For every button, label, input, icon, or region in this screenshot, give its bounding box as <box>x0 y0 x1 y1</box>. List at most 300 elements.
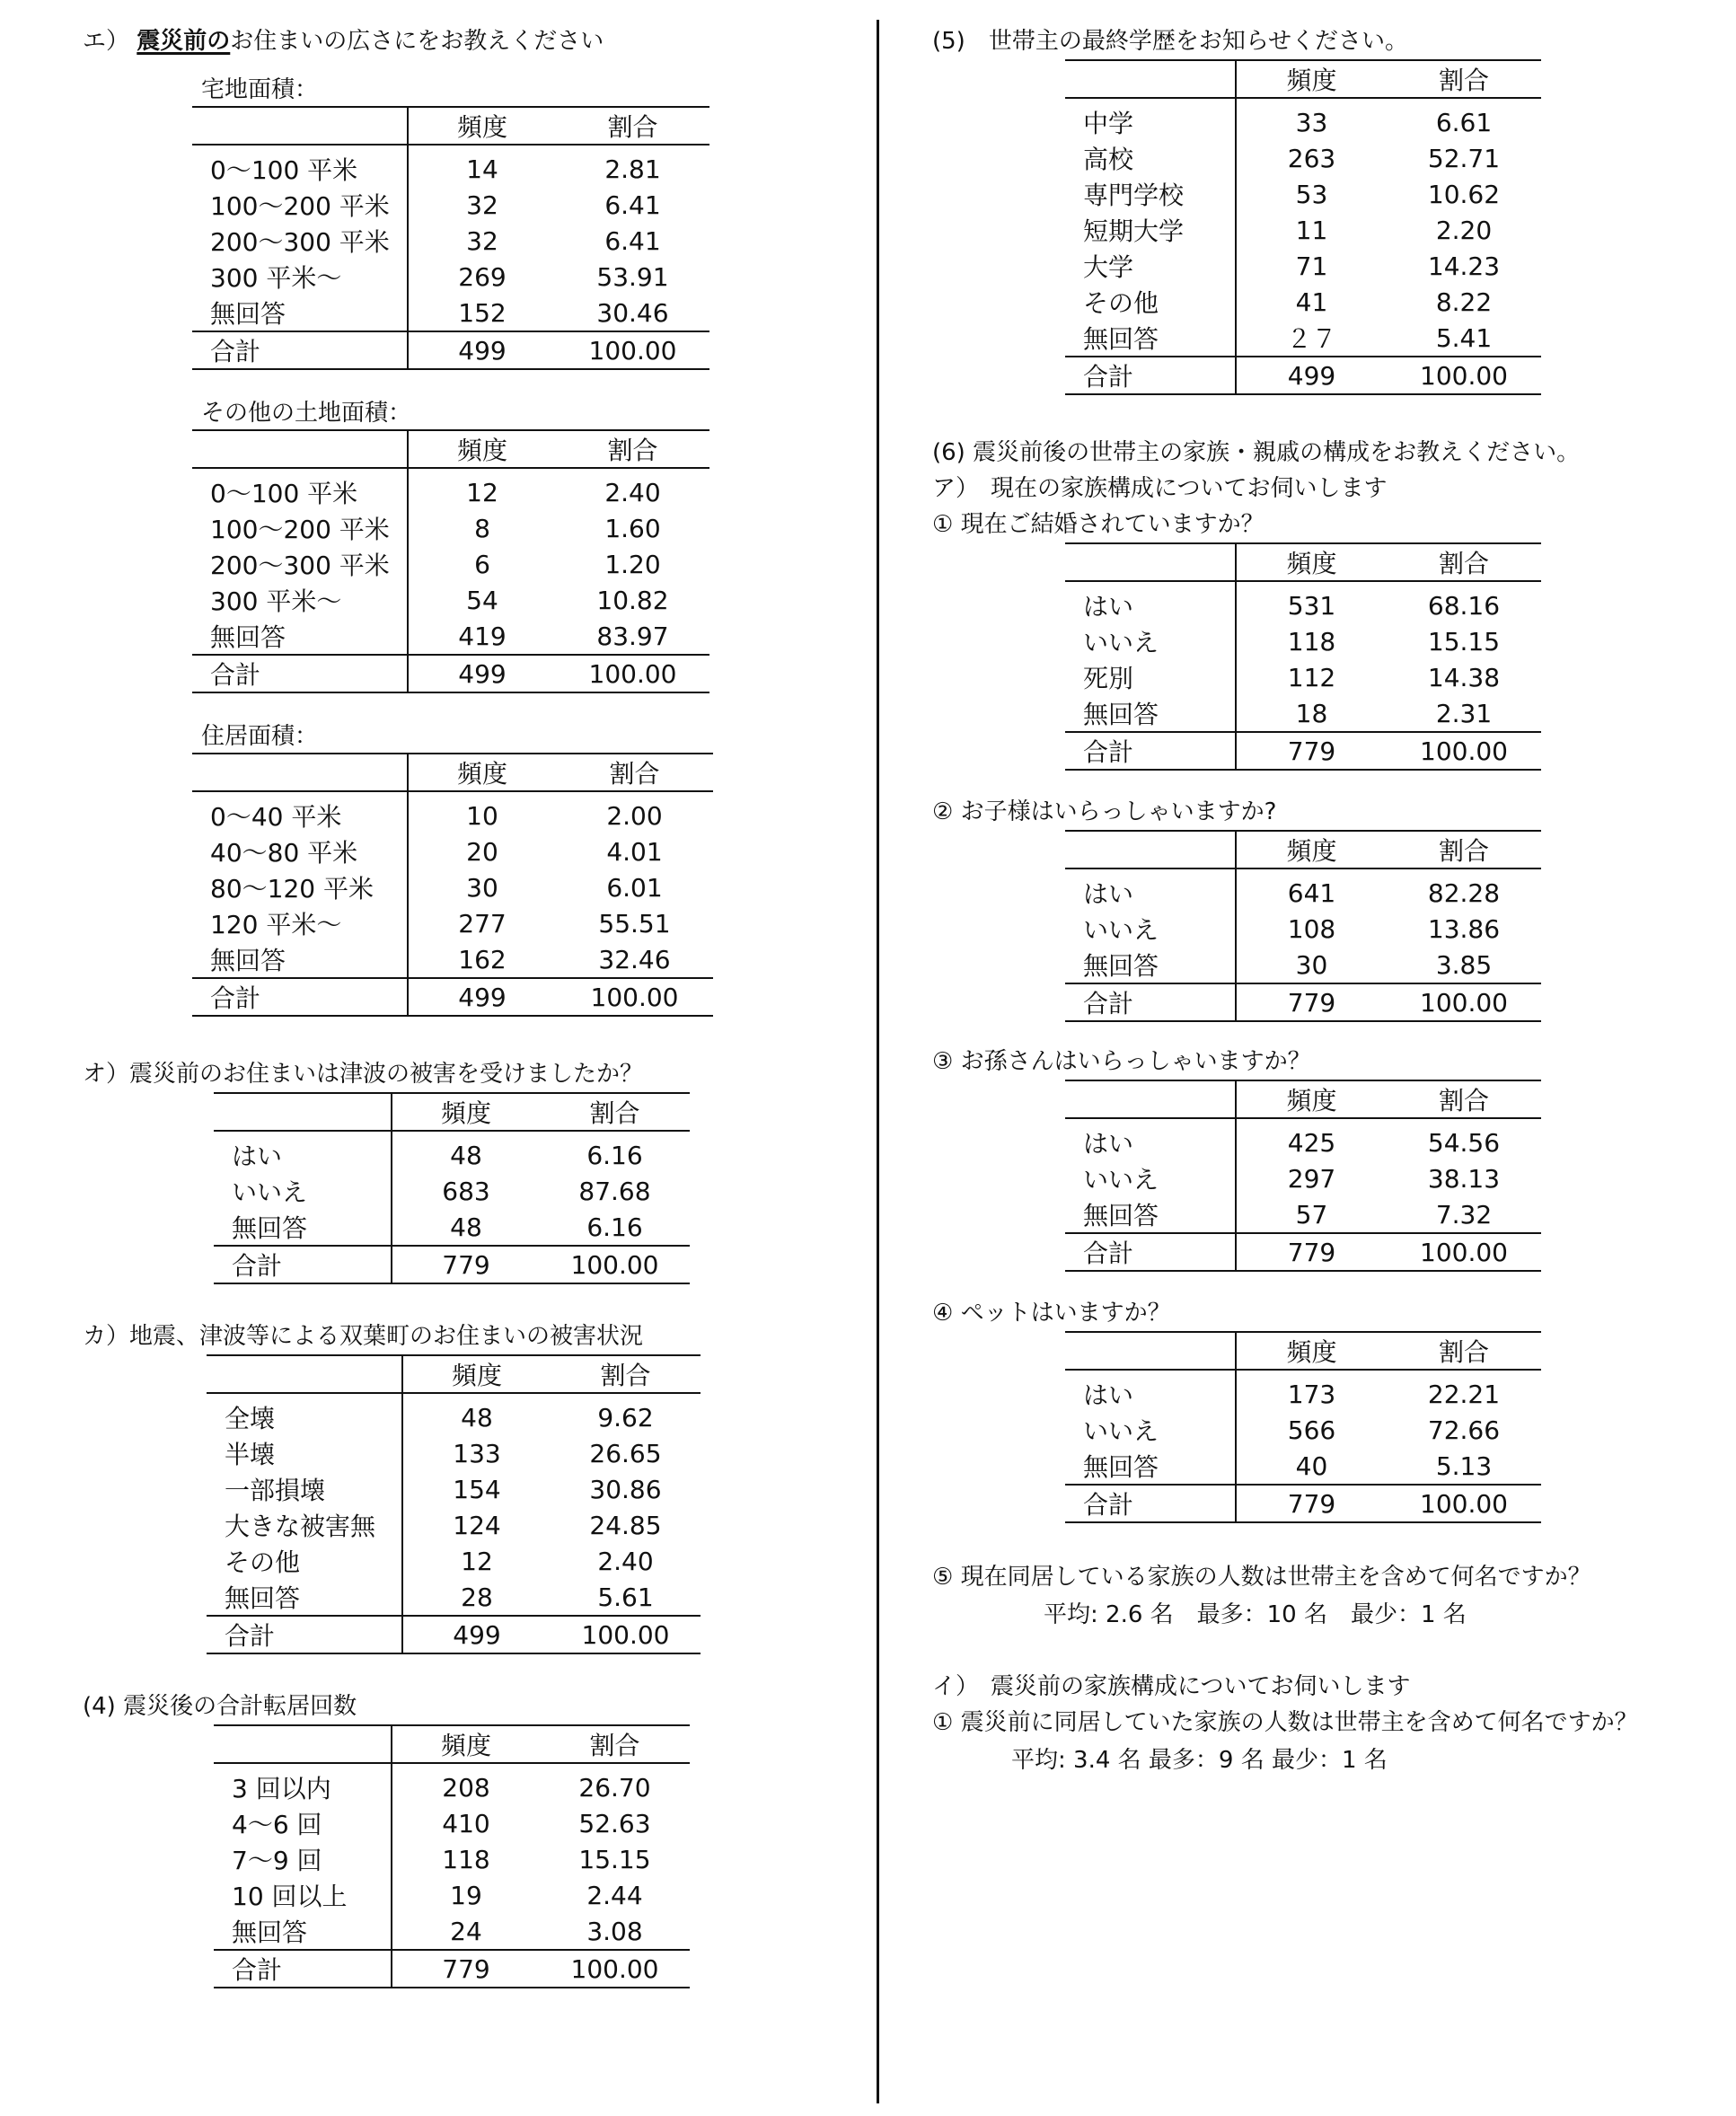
table-row <box>192 468 709 510</box>
kazoku-heading: (6) 震災前後の世帯主の家族・親戚の構成をお教えください。 <box>932 439 1581 466</box>
total-label: 合計 <box>1065 983 1236 1021</box>
tsunami-table <box>214 1092 690 1284</box>
table-row <box>1065 1370 1541 1412</box>
header-frequency: 頻度 <box>402 1355 551 1393</box>
table-row <box>1065 1412 1541 1448</box>
total-label: 合計 <box>1065 357 1236 394</box>
row-label: 4～6 回 <box>214 1805 392 1841</box>
header-ratio: 割合 <box>1387 1080 1541 1118</box>
row-ratio: 6.16 <box>586 1212 643 1242</box>
total-ratio: 100.00 <box>1387 1485 1541 1522</box>
table-row <box>1065 212 1541 248</box>
table-header-row <box>1065 831 1541 868</box>
jukyo-table <box>192 753 713 1017</box>
table-row <box>1065 623 1541 659</box>
row-ratio: 5.61 <box>597 1582 654 1612</box>
row-frequency: 41 <box>1295 287 1328 317</box>
higai-title: カ）地震、津波等による双葉町のお住まいの被害状況 <box>83 1323 644 1350</box>
total-label: 合計 <box>192 331 408 369</box>
row-label: 専門学校 <box>1065 176 1236 212</box>
row-frequency: 419 <box>458 621 507 651</box>
row-frequency: 118 <box>442 1844 490 1874</box>
row-label: 無回答 <box>192 941 408 978</box>
row-frequency: 269 <box>458 261 507 292</box>
total-frequency: 779 <box>1236 1233 1387 1271</box>
table-header-row <box>192 430 709 468</box>
row-ratio: 38.13 <box>1427 1163 1501 1194</box>
higai-table <box>207 1354 701 1654</box>
row-frequency: 154 <box>453 1474 501 1504</box>
row-frequency: 152 <box>458 297 507 328</box>
row-ratio: 4.01 <box>606 836 663 867</box>
kekkon-table <box>1065 542 1541 771</box>
header-label <box>1065 831 1236 868</box>
table-row <box>1065 659 1541 695</box>
header-frequency: 頻度 <box>392 1093 540 1131</box>
section-e-prefix: エ） <box>83 28 130 55</box>
row-label: 200～300 平米 <box>192 223 408 259</box>
row-frequency: 11 <box>1295 215 1328 245</box>
table-row <box>1065 581 1541 623</box>
row-label: いいえ <box>1065 911 1236 947</box>
header-ratio: 割合 <box>1387 831 1541 868</box>
header-frequency: 頻度 <box>1236 1332 1387 1370</box>
table-row <box>192 618 709 655</box>
row-frequency: 48 <box>450 1212 482 1242</box>
row-ratio: 2.31 <box>1435 698 1493 728</box>
row-label: 無回答 <box>214 1913 392 1950</box>
total-frequency: 779 <box>1236 732 1387 770</box>
row-label: 無回答 <box>1065 947 1236 983</box>
table-total-row <box>1065 1485 1541 1522</box>
section-e-emphasis: 震災前の <box>137 28 231 55</box>
doukyo-now-answer: 平均: 2.6 名 最多：10 名 最少：1 名 <box>1044 1601 1467 1628</box>
row-ratio: 68.16 <box>1427 590 1501 621</box>
row-ratio: 24.85 <box>589 1510 662 1540</box>
table-row <box>1065 140 1541 176</box>
table-total-row <box>1065 732 1541 770</box>
row-label: 大学 <box>1065 248 1236 284</box>
row-ratio: 10.82 <box>596 585 669 615</box>
row-label: 0～40 平米 <box>192 791 408 833</box>
table-row <box>1065 176 1541 212</box>
header-ratio: 割合 <box>556 430 709 468</box>
table-row <box>214 1877 690 1913</box>
table-row <box>192 187 709 223</box>
row-frequency: 32 <box>466 225 498 256</box>
row-label: 0～100 平米 <box>192 468 408 510</box>
total-ratio: 100.00 <box>540 1950 690 1988</box>
total-ratio: 100.00 <box>551 1616 701 1653</box>
total-frequency: 779 <box>392 1950 540 1988</box>
row-frequency: 297 <box>1287 1163 1336 1194</box>
row-frequency: 30 <box>1295 949 1328 980</box>
row-frequency: 71 <box>1295 251 1328 281</box>
row-label: 半壊 <box>207 1435 402 1471</box>
row-label: 短期大学 <box>1065 212 1236 248</box>
row-label: 40～80 平米 <box>192 833 408 869</box>
table-row <box>214 1209 690 1246</box>
row-ratio: 2.81 <box>604 154 661 184</box>
table-row <box>214 1913 690 1950</box>
row-frequency: 6 <box>474 549 490 579</box>
row-label: 無回答 <box>1065 1448 1236 1485</box>
total-label: 合計 <box>1065 1233 1236 1271</box>
table-total-row <box>192 655 709 692</box>
table-row <box>192 259 709 295</box>
table-header-row <box>1065 1080 1541 1118</box>
row-label: いいえ <box>1065 1160 1236 1196</box>
row-label: その他 <box>1065 284 1236 320</box>
table-row <box>1065 868 1541 911</box>
total-frequency: 779 <box>392 1246 540 1283</box>
table-row <box>1065 1196 1541 1233</box>
table-row <box>1065 947 1541 983</box>
takuchi-title: 宅地面積： <box>201 76 319 103</box>
table-total-row <box>1065 1233 1541 1271</box>
table-row <box>1065 911 1541 947</box>
row-frequency: 263 <box>1287 143 1336 173</box>
total-ratio: 100.00 <box>1387 983 1541 1021</box>
row-frequency: 208 <box>442 1772 490 1803</box>
row-ratio: 52.71 <box>1427 143 1501 173</box>
kodomo-table <box>1065 830 1541 1022</box>
row-label: 大きな被害無 <box>207 1507 402 1543</box>
header-ratio: 割合 <box>540 1093 690 1131</box>
header-label <box>1065 1332 1236 1370</box>
row-frequency: 32 <box>466 190 498 220</box>
header-frequency: 頻度 <box>408 107 556 145</box>
row-label: 一部損壊 <box>207 1471 402 1507</box>
total-label: 合計 <box>1065 732 1236 770</box>
header-ratio: 割合 <box>1387 1332 1541 1370</box>
table-row <box>192 510 709 546</box>
table-row <box>1065 1448 1541 1485</box>
row-ratio: 6.16 <box>586 1140 643 1170</box>
row-label: 7～9 回 <box>214 1841 392 1877</box>
doukyo-before-question: ① 震災前に同居していた家族の人数は世帯主を含めて何名ですか？ <box>932 1709 1638 1736</box>
total-frequency: 499 <box>408 978 556 1016</box>
row-ratio: 30.86 <box>589 1474 662 1504</box>
table-row <box>214 1131 690 1173</box>
sonota-tochi-table <box>192 429 709 693</box>
total-label: 合計 <box>1065 1485 1236 1522</box>
row-label: 無回答 <box>192 618 408 655</box>
row-frequency: 57 <box>1295 1199 1328 1230</box>
row-frequency: 173 <box>1287 1379 1336 1409</box>
row-ratio: 3.85 <box>1435 949 1493 980</box>
kekkon-title: ① 現在ご結婚されていますか？ <box>932 511 1265 538</box>
table-row <box>207 1543 701 1579</box>
section-e-rest: お住まいの広さにをお教えください <box>230 28 604 55</box>
doukyo-now-question: ⑤ 現在同居している家族の人数は世帯主を含めて何名ですか？ <box>932 1564 1591 1591</box>
row-frequency: 531 <box>1287 590 1336 621</box>
table-row <box>207 1471 701 1507</box>
row-label: いいえ <box>1065 623 1236 659</box>
row-frequency: 54 <box>466 585 498 615</box>
header-frequency: 頻度 <box>1236 831 1387 868</box>
row-ratio: 6.61 <box>1435 107 1493 137</box>
table-row <box>1065 284 1541 320</box>
table-row <box>192 582 709 618</box>
row-label: 0～100 平米 <box>192 145 408 187</box>
total-label: 合計 <box>214 1246 392 1283</box>
header-ratio: 割合 <box>556 107 709 145</box>
row-label: はい <box>214 1131 392 1173</box>
header-ratio: 割合 <box>1387 543 1541 581</box>
table-row <box>207 1393 701 1435</box>
row-frequency: 48 <box>461 1402 493 1433</box>
header-ratio: 割合 <box>540 1725 690 1763</box>
row-frequency: 14 <box>466 154 498 184</box>
row-ratio: 15.15 <box>578 1844 651 1874</box>
row-ratio: 54.56 <box>1427 1127 1501 1158</box>
total-label: 合計 <box>192 655 408 692</box>
row-ratio: 2.40 <box>597 1546 654 1576</box>
row-ratio: 2.00 <box>606 800 663 831</box>
gakureki-table <box>1065 59 1541 395</box>
row-ratio: 5.41 <box>1435 322 1493 353</box>
row-ratio: 52.63 <box>578 1808 651 1838</box>
row-frequency: 410 <box>442 1808 490 1838</box>
row-ratio: 2.44 <box>586 1880 643 1910</box>
row-frequency: 19 <box>450 1880 482 1910</box>
header-label <box>192 430 408 468</box>
table-total-row <box>207 1616 701 1653</box>
row-ratio: 30.46 <box>596 297 669 328</box>
header-frequency: 頻度 <box>1236 60 1387 98</box>
table-row <box>214 1173 690 1209</box>
row-ratio: 10.62 <box>1427 179 1501 209</box>
row-label: はい <box>1065 1118 1236 1160</box>
row-ratio: 26.70 <box>578 1772 651 1803</box>
row-label: いいえ <box>1065 1412 1236 1448</box>
row-frequency: 112 <box>1287 662 1336 692</box>
tenkyo-table <box>214 1724 690 1988</box>
row-frequency: 133 <box>453 1438 501 1468</box>
row-ratio: 14.38 <box>1427 662 1501 692</box>
row-frequency: 18 <box>1295 698 1328 728</box>
mago-table <box>1065 1080 1541 1272</box>
row-frequency: 20 <box>466 836 498 867</box>
row-frequency: 118 <box>1287 626 1336 657</box>
row-ratio: 9.62 <box>597 1402 654 1433</box>
header-label <box>207 1355 402 1393</box>
row-ratio: 6.41 <box>604 190 661 220</box>
row-label: 無回答 <box>214 1209 392 1246</box>
row-label: いいえ <box>214 1173 392 1209</box>
table-row <box>207 1435 701 1471</box>
total-frequency: 499 <box>408 331 556 369</box>
table-row <box>192 941 713 978</box>
total-frequency: 499 <box>402 1616 551 1653</box>
row-label: 10 回以上 <box>214 1877 392 1913</box>
table-row <box>192 905 713 941</box>
table-row <box>1065 248 1541 284</box>
row-frequency: 10 <box>466 800 498 831</box>
row-ratio: 15.15 <box>1427 626 1501 657</box>
table-row <box>1065 320 1541 357</box>
sonota-tochi-title: その他の土地面積： <box>201 400 412 427</box>
row-frequency: 30 <box>466 872 498 903</box>
row-ratio: 55.51 <box>598 908 671 939</box>
row-ratio: 8.22 <box>1435 287 1493 317</box>
table-header-row <box>207 1355 701 1393</box>
gakureki-title: (5) 世帯主の最終学歴をお知らせください。 <box>932 28 1409 55</box>
row-ratio: 32.46 <box>598 944 671 974</box>
total-ratio: 100.00 <box>1387 357 1541 394</box>
table-total-row <box>214 1246 690 1283</box>
header-label <box>214 1093 392 1131</box>
row-ratio: 83.97 <box>596 621 669 651</box>
table-header-row <box>1065 543 1541 581</box>
row-frequency: 277 <box>458 908 507 939</box>
table-row <box>192 223 709 259</box>
row-label: 3 回以内 <box>214 1763 392 1805</box>
genzai-heading: ア） 現在の家族構成についてお伺いします <box>932 475 1388 502</box>
table-row <box>214 1841 690 1877</box>
row-label: 100～200 平米 <box>192 187 408 223</box>
row-frequency: 8 <box>474 513 490 543</box>
row-label: 80～120 平米 <box>192 869 408 905</box>
table-row <box>1065 98 1541 140</box>
table-row <box>192 145 709 187</box>
column-divider <box>877 20 879 2103</box>
row-frequency: 28 <box>461 1582 493 1612</box>
table-total-row <box>192 331 709 369</box>
total-label: 合計 <box>207 1616 402 1653</box>
table-row <box>192 546 709 582</box>
row-label: はい <box>1065 1370 1236 1412</box>
row-ratio: 2.40 <box>604 477 661 507</box>
table-row <box>1065 695 1541 732</box>
table-header-row <box>1065 1332 1541 1370</box>
header-ratio: 割合 <box>556 754 713 791</box>
pet-table <box>1065 1331 1541 1523</box>
header-label <box>192 107 408 145</box>
row-frequency: 48 <box>450 1140 482 1170</box>
row-label: 120 平米～ <box>192 905 408 941</box>
table-total-row <box>1065 983 1541 1021</box>
row-frequency: 24 <box>450 1916 482 1946</box>
row-ratio: 2.20 <box>1435 215 1493 245</box>
table-row <box>192 833 713 869</box>
row-ratio: 53.91 <box>596 261 669 292</box>
row-ratio: 13.86 <box>1427 913 1501 944</box>
total-ratio: 100.00 <box>556 978 713 1016</box>
row-ratio: 22.21 <box>1427 1379 1501 1409</box>
row-ratio: 82.28 <box>1427 877 1501 908</box>
tenkyo-title: (4) 震災後の合計転居回数 <box>83 1693 357 1720</box>
row-label: はい <box>1065 868 1236 911</box>
row-ratio: 26.65 <box>589 1438 662 1468</box>
header-ratio: 割合 <box>1387 60 1541 98</box>
header-frequency: 頻度 <box>392 1725 540 1763</box>
shinsai-mae-heading: イ） 震災前の家族構成についてお伺いします <box>932 1673 1411 1700</box>
header-label <box>192 754 408 791</box>
row-label: 死別 <box>1065 659 1236 695</box>
table-total-row <box>214 1950 690 1988</box>
header-label <box>1065 543 1236 581</box>
row-label: 無回答 <box>207 1579 402 1616</box>
row-ratio: 87.68 <box>578 1176 651 1206</box>
row-label: 100～200 平米 <box>192 510 408 546</box>
tsunami-title: オ）震災前のお住まいは津波の被害を受けましたか？ <box>83 1061 644 1088</box>
row-frequency: 12 <box>466 477 498 507</box>
total-ratio: 100.00 <box>556 655 709 692</box>
total-ratio: 100.00 <box>1387 1233 1541 1271</box>
row-frequency: 425 <box>1287 1127 1336 1158</box>
table-row <box>192 295 709 331</box>
header-label <box>1065 1080 1236 1118</box>
row-frequency: 53 <box>1295 179 1328 209</box>
pet-title: ④ ペットはいますか？ <box>932 1300 1171 1327</box>
row-label: はい <box>1065 581 1236 623</box>
total-ratio: 100.00 <box>1387 732 1541 770</box>
row-frequency: 162 <box>458 944 507 974</box>
header-label <box>214 1725 392 1763</box>
table-header-row <box>214 1093 690 1131</box>
row-label: 無回答 <box>1065 695 1236 732</box>
table-row <box>207 1579 701 1616</box>
row-ratio: 3.08 <box>586 1916 643 1946</box>
doukyo-before-answer: 平均: 3.4 名 最多：9 名 最少：1 名 <box>1011 1747 1388 1774</box>
total-frequency: 779 <box>1236 1485 1387 1522</box>
row-label: 無回答 <box>1065 320 1236 357</box>
header-frequency: 頻度 <box>1236 543 1387 581</box>
takuchi-table <box>192 106 709 370</box>
row-ratio: 7.32 <box>1435 1199 1493 1230</box>
row-ratio: 6.41 <box>604 225 661 256</box>
row-label: 全壊 <box>207 1393 402 1435</box>
row-frequency: ２７ <box>1286 324 1337 354</box>
row-frequency: 108 <box>1287 913 1336 944</box>
table-header-row <box>214 1725 690 1763</box>
total-label: 合計 <box>192 978 408 1016</box>
row-label: 300 平米～ <box>192 582 408 618</box>
total-frequency: 499 <box>408 655 556 692</box>
row-ratio: 14.23 <box>1427 251 1501 281</box>
total-frequency: 499 <box>1236 357 1387 394</box>
total-frequency: 779 <box>1236 983 1387 1021</box>
table-header-row <box>192 754 713 791</box>
row-ratio: 1.60 <box>604 513 661 543</box>
total-ratio: 100.00 <box>540 1246 690 1283</box>
table-header-row <box>192 107 709 145</box>
table-row <box>192 791 713 833</box>
row-frequency: 683 <box>442 1176 490 1206</box>
jukyo-title: 住居面積： <box>201 723 319 750</box>
table-row <box>192 869 713 905</box>
row-frequency: 12 <box>461 1546 493 1576</box>
row-frequency: 566 <box>1287 1415 1336 1445</box>
mago-title: ③ お孫さんはいらっしゃいますか？ <box>932 1048 1311 1075</box>
table-row <box>214 1805 690 1841</box>
row-ratio: 72.66 <box>1427 1415 1501 1445</box>
row-ratio: 6.01 <box>606 872 663 903</box>
header-frequency: 頻度 <box>408 430 556 468</box>
row-label: 300 平米～ <box>192 259 408 295</box>
total-label: 合計 <box>214 1950 392 1988</box>
total-ratio: 100.00 <box>556 331 709 369</box>
header-frequency: 頻度 <box>1236 1080 1387 1118</box>
row-label: 中学 <box>1065 98 1236 140</box>
header-frequency: 頻度 <box>408 754 556 791</box>
row-label: 200～300 平米 <box>192 546 408 582</box>
table-total-row <box>192 978 713 1016</box>
table-row <box>207 1507 701 1543</box>
row-frequency: 641 <box>1287 877 1336 908</box>
